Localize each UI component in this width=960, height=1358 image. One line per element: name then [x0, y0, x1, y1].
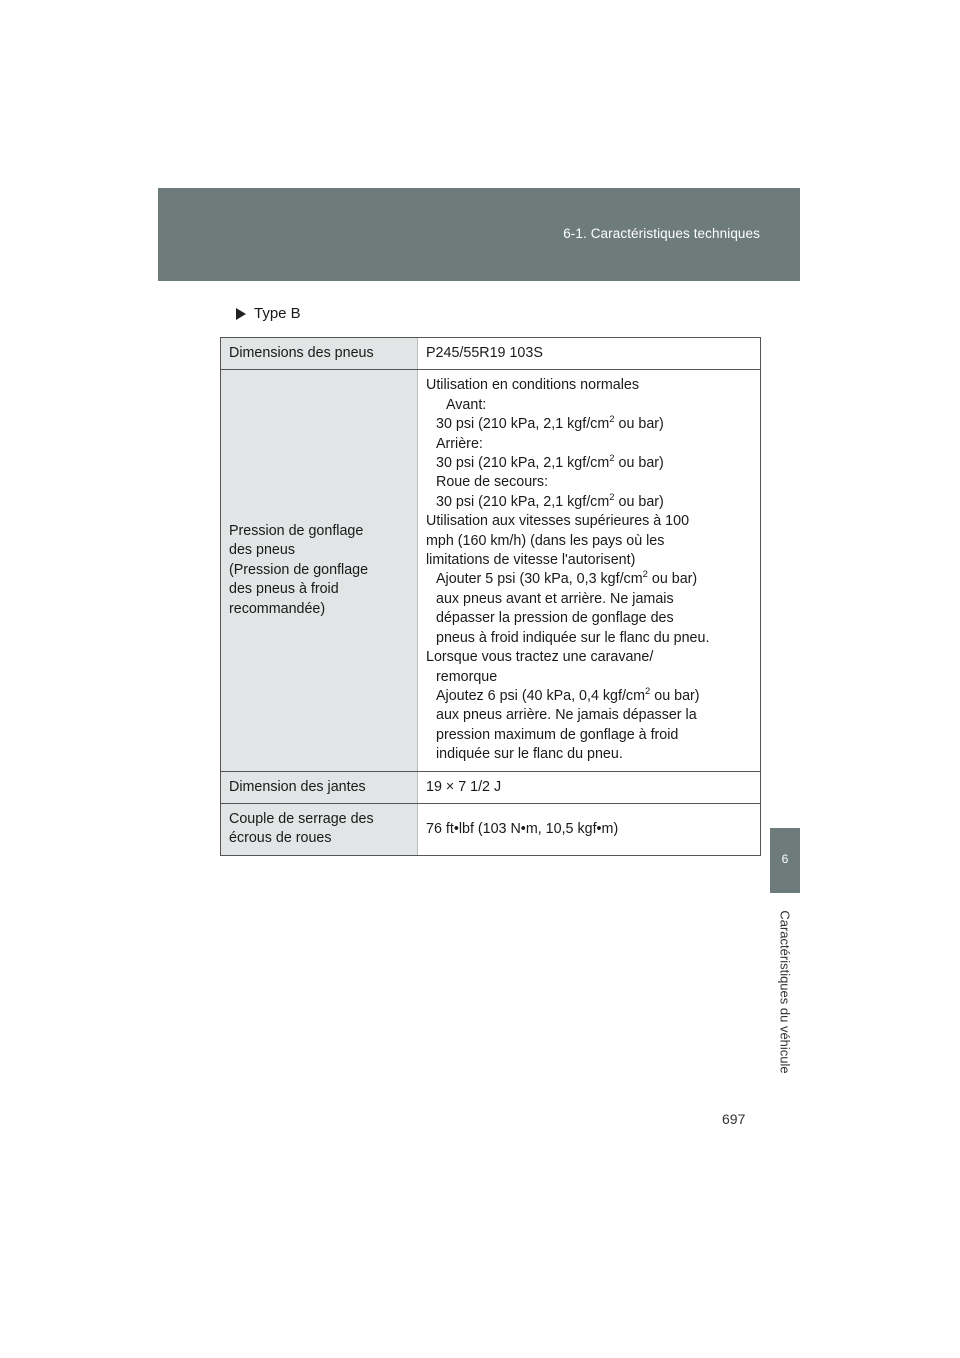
- header-band: [158, 188, 800, 281]
- chapter-number: 6: [781, 852, 789, 866]
- front-pressure: 30 psi (210 kPa, 2,1 kgf/$cm^2$ ou bar): [436, 414, 664, 433]
- tire-size-value: P245/55R19 103S: [418, 338, 761, 370]
- type-heading: [236, 305, 301, 322]
- normal-use-title: Utilisation en conditions normales: [426, 377, 639, 394]
- table-row: [221, 771, 761, 803]
- rim-size-value: 19 × 7 1/2 J: [418, 771, 761, 803]
- spare-pressure: 30 psi (210 kPa, 2,1 kgf/$cm^2$ ou bar): [436, 492, 664, 510]
- rear-pressure: 30 psi (210 kPa, 2,1 kgf/$cm^2$ ou bar): [436, 453, 664, 472]
- section-title: 6-1. Caractéristiques techniques: [563, 226, 760, 241]
- torque-value: 76 ft•lbf (103 N•m, 10,5 kgf•m): [418, 803, 761, 855]
- triangle-right-icon: [236, 308, 246, 320]
- chapter-tab: [770, 828, 800, 893]
- table-row: [221, 803, 761, 855]
- rim-size-label: Dimension des jantes: [221, 771, 418, 803]
- highspeed-adjustment: Ajouter 5 psi (30 kPa, 0,3 kgf/$cm^2$ ou bar): [436, 569, 698, 588]
- table-row: [221, 338, 761, 370]
- tire-size-label: Dimensions des pneus: [221, 338, 418, 370]
- towing-adjustment: Ajoutez 6 psi (40 kPa, 0,4 kgf/$cm^2$ ou bar): [436, 686, 700, 704]
- tire-spec-table: [220, 337, 761, 856]
- pressure-value: Utilisation en conditions normales Avant: 30 psi (210 kPa, 2,1 kgf/$cm^2$ ou bar) Arrière: 30 psi (210 kPa, 2,1 kgf/$cm^2$ ou bar) Roue de secours: 30 psi (210 kPa, 2,1 kgf/$cm^2$ ou bar) Utilisation aux vitesses supérieures à 100 mph (160 km/h) (dans les pays où les limitations de vitesse l'autorisent) Ajouter 5 psi (30 kPa, 0,3 kgf/$cm^2$ ou bar) aux pneus avant et arrière. Ne jamais dépasser la pression de gonflage des pneus à froid indiquée sur le flanc du pneu. Lorsque vous tractez une caravane/ remorque Ajoutez 6 psi (40 kPa, 0,4 kgf/$cm^2$ ou bar) aux pneus arrière. Ne jamais dépasser la pression maximum de gonflage à froid indiquée sur le flanc du pneu.: [418, 370, 761, 771]
- chapter-label: Caractéristiques du véhicule: [777, 910, 793, 1074]
- type-heading-text: Type B: [254, 305, 301, 322]
- pressure-label: Pression de gonflage des pneus (Pression de gonflage des pneus à froid recommandée): [221, 370, 418, 771]
- table-row: [221, 370, 761, 771]
- torque-label: Couple de serrage des écrous de roues: [221, 803, 418, 855]
- page-number: 697: [722, 1111, 746, 1127]
